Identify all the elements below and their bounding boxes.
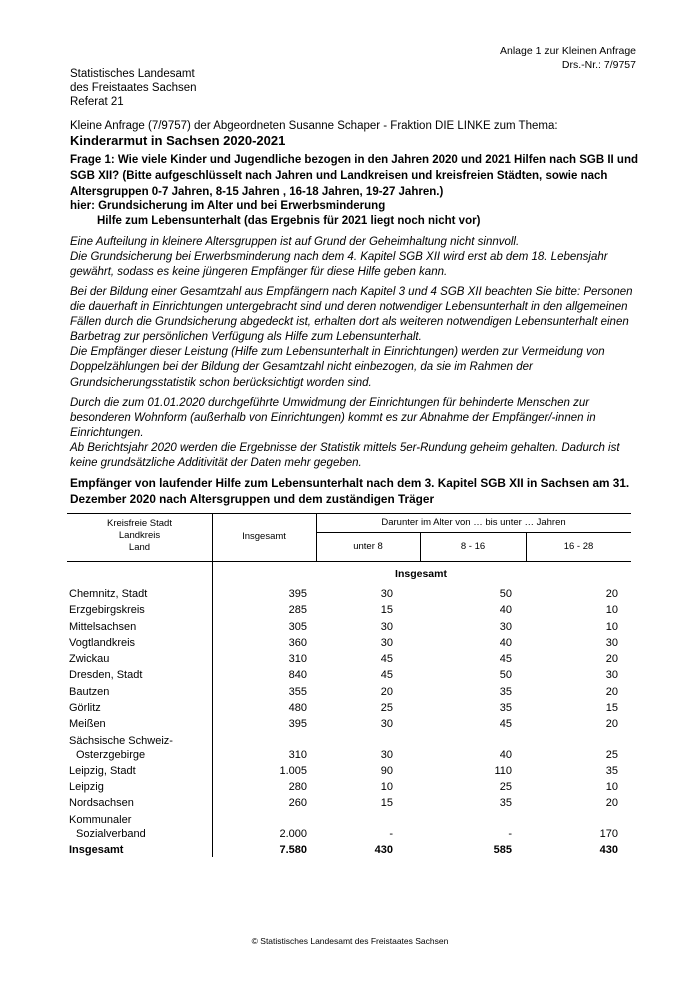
note-paragraph-3 xyxy=(70,396,642,471)
row-label-line: Sächsische Schweiz- xyxy=(69,734,173,747)
header-region-line: Land xyxy=(128,542,151,553)
inquiry-line: Kleine Anfrage (7/9757) der Abgeordneten Susanne Schaper - Fraktion DIE LINKE zum Thema: xyxy=(70,120,558,132)
cell-value: 7.580 xyxy=(279,843,307,856)
inquiry-topic: Kinderarmut in Sachsen 2020-2021 xyxy=(70,133,286,148)
cell-value: 45 xyxy=(380,669,393,682)
table-row xyxy=(69,685,629,701)
cell-value: 30 xyxy=(605,669,618,682)
cell-value: 170 xyxy=(599,827,618,840)
cell-value: 15 xyxy=(380,797,393,810)
sender-line-3: Referat 21 xyxy=(70,96,124,108)
cell-value: 285 xyxy=(288,604,307,617)
cell-value: 90 xyxy=(380,764,393,777)
cell-value: 10 xyxy=(605,780,618,793)
header-age-group: Darunter im Alter von … bis unter … Jahren xyxy=(381,517,566,528)
cell-value: 35 xyxy=(499,685,512,698)
note-text: Ab Berichtsjahr 2020 werden die Ergebnisse der Statistik mittels 5er-Rundung geheim gehalten. Dadurch ist keine grundsätzliche Additivität der Daten mehr gegeben. xyxy=(70,442,620,470)
drs-number: Drs.-Nr.: 7/9757 xyxy=(561,59,636,71)
cell-value: 480 xyxy=(288,702,307,715)
cell-value: 1.005 xyxy=(279,764,307,777)
cell-value: 20 xyxy=(605,685,618,698)
table-row xyxy=(69,636,629,652)
sender-line-2: des Freistaates Sachsen xyxy=(70,82,197,94)
cell-value: 40 xyxy=(499,748,512,761)
table-body xyxy=(69,587,629,859)
cell-value: - xyxy=(508,827,512,840)
header-divider xyxy=(316,532,631,533)
row-label xyxy=(69,734,209,762)
cell-value: 430 xyxy=(599,843,618,856)
cell-value: 10 xyxy=(380,780,393,793)
header-region-line: Kreisfreie Stadt xyxy=(107,518,172,529)
row-label-line: Mittelsachsen xyxy=(69,620,137,633)
row-label-line: Sozialverband xyxy=(76,827,146,840)
note-paragraph-2 xyxy=(70,285,642,391)
cell-value: 45 xyxy=(499,718,512,731)
cell-value: 50 xyxy=(499,588,512,600)
cell-value: - xyxy=(389,827,393,840)
table-row xyxy=(69,796,629,812)
cell-value: 20 xyxy=(380,685,393,698)
note-text: Durch die zum 01.01.2020 durchgeführte Umwidmung der Einrichtungen für behinderte Menschen zur besonderen Wohnform (außerhalb von Einrichtungen) kommt es zur Abnahme der Empfänger/-innen in Einrichtungen. xyxy=(70,397,596,440)
header-age-1: 8 - 16 xyxy=(460,541,486,552)
note-paragraph-1 xyxy=(70,235,642,280)
footer-copyright: © Statistisches Landesamt des Freistaates Sachsen xyxy=(251,936,449,946)
cell-value: 25 xyxy=(380,702,393,715)
table-header xyxy=(67,513,631,562)
header-age-0: unter 8 xyxy=(353,541,383,552)
cell-value: 20 xyxy=(605,718,618,731)
cell-value: 585 xyxy=(493,843,512,856)
note-text: Eine Aufteilung in kleinere Altersgruppen ist auf Grund der Geheimhaltung nicht sinnvoll. xyxy=(70,236,520,248)
row-label-line: Leipzig xyxy=(69,780,104,793)
cell-value: 50 xyxy=(499,669,512,682)
row-label-line: Nordsachsen xyxy=(69,797,134,810)
inquiry-intro xyxy=(70,119,640,149)
subject-line-1: hier: Grundsicherung im Alter und bei Erwerbsminderung xyxy=(70,200,386,212)
cell-value: 30 xyxy=(499,620,512,633)
row-label-line: Vogtlandkreis xyxy=(69,636,136,649)
cell-value: 30 xyxy=(380,636,393,649)
row-label-line: Insgesamt xyxy=(69,843,124,856)
cell-value: 10 xyxy=(605,620,618,633)
cell-value: 15 xyxy=(380,604,393,617)
cell-value: 840 xyxy=(288,669,307,682)
table-row xyxy=(69,652,629,668)
cell-value: 40 xyxy=(499,636,512,649)
cell-value: 360 xyxy=(288,636,307,649)
table-row xyxy=(69,717,629,733)
table-row xyxy=(69,813,629,843)
row-label xyxy=(69,701,209,715)
row-label-line: Meißen xyxy=(69,718,106,731)
cell-value: 40 xyxy=(499,604,512,617)
note-text: Bei der Bildung einer Gesamtzahl aus Empfängern nach Kapitel 3 und 4 SGB XII beachten Sie bitte: Personen die dauerhaft in Einrichtungen untergebracht sind und deren notwendiger Lebensunterhalt in den allgemeinen Fällen durch die Grundsicherung abgedeckt ist, erhalten dort als weiteren notwendigen Lebensunterhalt einen Barbetrag zur persönlichen Verfügung als Hilfe zum Lebensunterhalt. xyxy=(70,286,633,344)
cell-value: 45 xyxy=(499,653,512,666)
cell-value: 30 xyxy=(605,636,618,649)
table-row xyxy=(69,668,629,684)
row-label xyxy=(69,780,209,794)
cell-value: 30 xyxy=(380,588,393,600)
table-row xyxy=(69,603,629,619)
table-row xyxy=(69,764,629,780)
subject-line-2: Hilfe zum Lebensunterhalt (das Ergebnis für 2021 liegt noch nicht vor) xyxy=(97,215,481,227)
cell-value: 310 xyxy=(288,748,307,761)
row-label-line: Görlitz xyxy=(69,702,101,715)
table-row xyxy=(69,587,629,603)
cell-value: 25 xyxy=(499,780,512,793)
cell-value: 30 xyxy=(380,718,393,731)
table-row xyxy=(69,734,629,764)
cell-value: 35 xyxy=(499,797,512,810)
row-label-line: Kommunaler xyxy=(69,813,132,826)
cell-value: 10 xyxy=(605,604,618,617)
header-region-line: Landkreis xyxy=(118,530,161,541)
row-label xyxy=(69,587,209,601)
note-text: Die Empfänger dieser Leistung (Hilfe zum Lebensunterhalt in Einrichtungen) werden zur Vermeidung von Doppelzählungen bei der Bildung der Gesamtzahl nicht einbezogen, da sie im Rahmen der Grundsicherungsstatistik schon berücksichtigt worden sind. xyxy=(70,346,605,389)
table-row xyxy=(69,701,629,717)
table-row xyxy=(69,780,629,796)
cell-value: 25 xyxy=(605,748,618,761)
row-label xyxy=(69,620,209,634)
row-label-line: Bautzen xyxy=(69,685,110,698)
row-label xyxy=(69,717,209,731)
row-label-line: Leipzig, Stadt xyxy=(69,764,136,777)
row-label xyxy=(69,764,209,778)
sender-block xyxy=(70,67,197,109)
cell-value: 395 xyxy=(288,588,307,600)
cell-value: 30 xyxy=(380,748,393,761)
table-total-row xyxy=(69,843,629,859)
cell-value: 35 xyxy=(605,764,618,777)
row-label xyxy=(69,796,209,810)
row-label-line: Dresden, Stadt xyxy=(69,669,143,682)
row-label xyxy=(69,603,209,617)
row-label-line: Osterzgebirge xyxy=(76,748,146,761)
row-label xyxy=(69,685,209,699)
row-label-line: Chemnitz, Stadt xyxy=(69,588,148,600)
row-label-line: Zwickau xyxy=(69,653,110,666)
header-region xyxy=(67,518,212,554)
cell-value: 260 xyxy=(288,797,307,810)
sender-line-1: Statistisches Landesamt xyxy=(70,68,195,80)
header-total: Insgesamt xyxy=(242,531,286,542)
note-text: Die Grundsicherung bei Erwerbsminderung nach dem 4. Kapitel SGB XII wird erst ab dem 18. Lebensjahr gewährt, sodass es keine jüngeren Empfänger für diese Hilfe geben kann. xyxy=(70,251,608,279)
row-label xyxy=(69,813,209,841)
row-label xyxy=(69,636,209,650)
cell-value: 20 xyxy=(605,588,618,600)
cell-value: 30 xyxy=(380,620,393,633)
cell-value: 2.000 xyxy=(279,827,307,840)
row-label-line: Erzgebirgskreis xyxy=(69,604,145,617)
cell-value: 355 xyxy=(288,685,307,698)
row-label xyxy=(69,843,209,857)
question-text: Frage 1: Wie viele Kinder und Jugendliche bezogen in den Jahren 2020 und 2021 Hilfen nach SGB II und SGB XII? (Bitte aufgeschlüsselt nach Jahren und Landkreisen und kreisfreien Städten, sowie nach Altersgruppen 0-7 Jahren, 8-15 Jahren , 16-18 Jahren, 19-27 Jahren.) xyxy=(70,154,638,198)
section-label: Insgesamt xyxy=(395,568,447,580)
cell-value: 20 xyxy=(605,797,618,810)
cell-value: 20 xyxy=(605,653,618,666)
row-label xyxy=(69,652,209,666)
cell-value: 310 xyxy=(288,653,307,666)
cell-value: 110 xyxy=(494,764,512,777)
annex-label: Anlage 1 zur Kleinen Anfrage xyxy=(499,45,636,57)
row-label xyxy=(69,668,209,682)
header-age-2: 16 - 28 xyxy=(563,541,594,552)
cell-value: 280 xyxy=(288,780,307,793)
table-title: Empfänger von laufender Hilfe zum Lebensunterhalt nach dem 3. Kapitel SGB XII in Sachsen am 31. Dezember 2020 nach Altersgruppen und dem zuständigen Träger xyxy=(70,476,630,506)
cell-value: 305 xyxy=(288,620,307,633)
cell-value: 15 xyxy=(605,702,618,715)
cell-value: 45 xyxy=(380,653,393,666)
cell-value: 35 xyxy=(499,702,512,715)
table-row xyxy=(69,620,629,636)
cell-value: 430 xyxy=(374,843,393,856)
cell-value: 395 xyxy=(288,718,307,731)
subject-block xyxy=(70,199,642,229)
document-reference xyxy=(500,44,636,72)
